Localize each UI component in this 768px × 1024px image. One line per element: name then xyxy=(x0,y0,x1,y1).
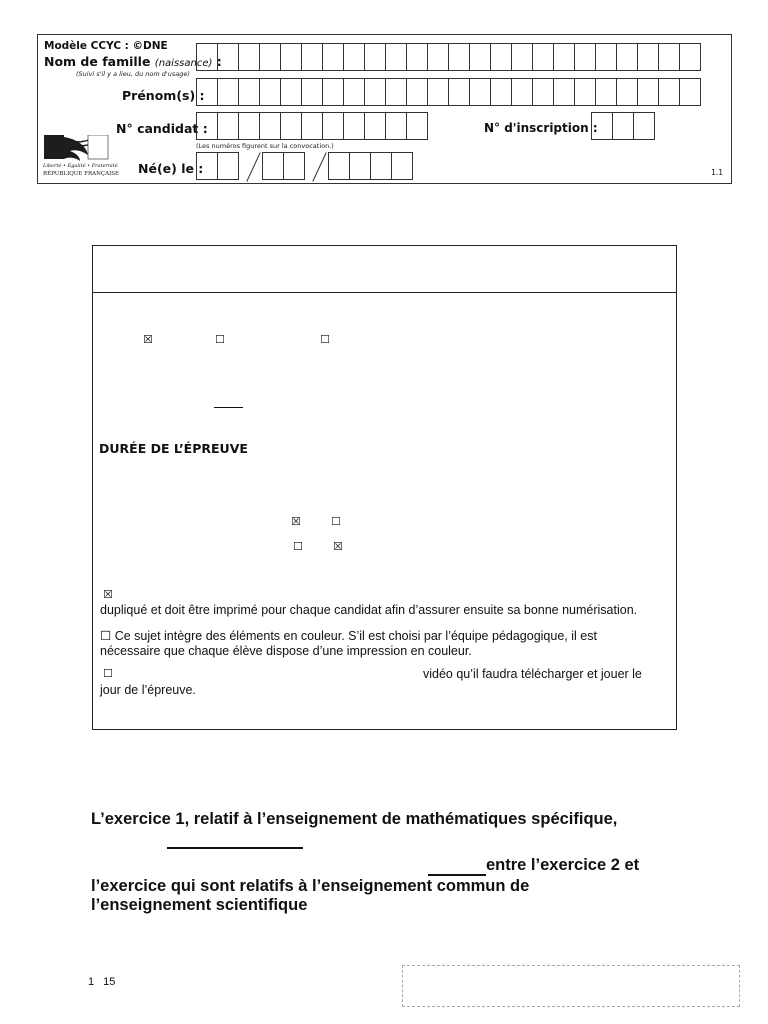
exam-title-area xyxy=(93,246,676,293)
input-box[interactable] xyxy=(385,78,407,106)
input-box[interactable] xyxy=(322,112,344,140)
input-box[interactable] xyxy=(637,43,659,71)
input-box[interactable] xyxy=(196,152,218,180)
page-current: 1 xyxy=(88,976,95,988)
birth-year-boxes[interactable] xyxy=(328,152,412,180)
candidat-note: (Les numéros figurent sur la convocation.) xyxy=(196,142,334,150)
checkbox-checked-icon[interactable]: ☒ xyxy=(333,540,343,553)
input-box[interactable] xyxy=(595,43,617,71)
logo-motto: Liberté • Égalité • Fraternité xyxy=(43,163,118,169)
inscription-boxes[interactable] xyxy=(591,112,654,140)
note-video-line2: jour de l’épreuve. xyxy=(100,683,196,697)
checkbox-empty-icon[interactable]: ☐ xyxy=(320,333,330,346)
input-box[interactable] xyxy=(217,78,239,106)
input-box[interactable] xyxy=(633,112,655,140)
input-box[interactable] xyxy=(532,78,554,106)
input-box[interactable] xyxy=(469,78,491,106)
blank-underline xyxy=(167,847,303,849)
checkbox-checked-icon[interactable]: ☒ xyxy=(103,588,113,601)
input-box[interactable] xyxy=(301,43,323,71)
input-box[interactable] xyxy=(469,43,491,71)
input-box[interactable] xyxy=(259,112,281,140)
nom-note: (Suivi s'il y a lieu, du nom d'usage) xyxy=(76,70,190,78)
input-box[interactable] xyxy=(196,43,218,71)
nom-boxes[interactable] xyxy=(196,43,700,71)
input-box[interactable] xyxy=(343,112,365,140)
input-box[interactable] xyxy=(406,112,428,140)
input-box[interactable] xyxy=(511,43,533,71)
input-box[interactable] xyxy=(616,78,638,106)
page-total: 15 xyxy=(103,976,116,988)
input-box[interactable] xyxy=(217,43,239,71)
checkbox-empty-icon[interactable]: ☐ xyxy=(103,667,113,680)
nom-label: Nom de famille (naissance) : xyxy=(44,54,222,69)
nom-italic: (naissance) xyxy=(154,58,213,69)
input-box[interactable] xyxy=(553,78,575,106)
input-box[interactable] xyxy=(322,78,344,106)
input-box[interactable] xyxy=(280,78,302,106)
input-box[interactable] xyxy=(658,43,680,71)
input-box[interactable] xyxy=(262,152,284,180)
date-separator xyxy=(246,152,260,181)
input-box[interactable] xyxy=(370,152,392,180)
input-box[interactable] xyxy=(595,78,617,106)
input-box[interactable] xyxy=(511,78,533,106)
checkbox-empty-icon[interactable]: ☐ xyxy=(100,629,112,643)
checkbox-empty-icon[interactable]: ☐ xyxy=(293,540,303,553)
input-box[interactable] xyxy=(612,112,634,140)
input-box[interactable] xyxy=(616,43,638,71)
input-box[interactable] xyxy=(280,43,302,71)
exercise-line-5: l’enseignement scientifique xyxy=(91,896,308,914)
logo-country: RÉPUBLIQUE FRANÇAISE xyxy=(43,171,120,177)
input-box[interactable] xyxy=(391,152,413,180)
input-box[interactable] xyxy=(196,112,218,140)
input-box[interactable] xyxy=(679,78,701,106)
inscription-label: N° d'inscription : xyxy=(484,121,598,135)
input-box[interactable] xyxy=(490,43,512,71)
form-version: 1.1 xyxy=(711,168,723,177)
note-duplication: dupliqué et doit être imprimé pour chaque candidat afin d’assurer ensuite sa bonne numérisation. xyxy=(100,603,638,617)
input-box[interactable] xyxy=(364,112,386,140)
duree-label: DURÉE DE L’ÉPREUVE xyxy=(99,441,248,456)
input-box[interactable] xyxy=(238,112,260,140)
candidat-label: N° candidat : xyxy=(116,121,208,136)
blank-underline xyxy=(428,874,486,876)
input-box[interactable] xyxy=(406,78,428,106)
input-box[interactable] xyxy=(259,43,281,71)
input-box[interactable] xyxy=(217,152,239,180)
page-number xyxy=(88,976,124,988)
checkbox-checked-icon[interactable]: ☒ xyxy=(291,515,301,528)
input-box[interactable] xyxy=(532,43,554,71)
prenom-boxes[interactable] xyxy=(196,78,700,106)
note-color: ☐ Ce sujet intègre des éléments en couleur. S’il est choisi par l’équipe pédagogique, il est xyxy=(100,629,597,643)
input-box[interactable] xyxy=(238,43,260,71)
input-box[interactable] xyxy=(658,78,680,106)
input-box[interactable] xyxy=(283,152,305,180)
input-box[interactable] xyxy=(364,43,386,71)
identification-form xyxy=(37,34,732,184)
input-box[interactable] xyxy=(322,43,344,71)
input-box[interactable] xyxy=(490,78,512,106)
input-box[interactable] xyxy=(217,112,239,140)
checkbox-empty-icon[interactable]: ☐ xyxy=(331,515,341,528)
checkbox-checked-icon[interactable]: ☒ xyxy=(143,333,153,346)
input-box[interactable] xyxy=(364,78,386,106)
date-separator xyxy=(312,152,326,181)
input-box[interactable] xyxy=(328,152,350,180)
note-color-line2: nécessaire que chaque élève dispose d’une impression en couleur. xyxy=(100,644,472,658)
blank-underline xyxy=(214,407,243,408)
candidat-boxes[interactable] xyxy=(196,112,427,140)
input-box[interactable] xyxy=(343,78,365,106)
input-box[interactable] xyxy=(301,78,323,106)
input-box[interactable] xyxy=(349,152,371,180)
birthdate-label: Né(e) le : xyxy=(138,161,204,176)
input-box[interactable] xyxy=(574,43,596,71)
footer-dashed-box xyxy=(402,965,740,1007)
input-box[interactable] xyxy=(574,78,596,106)
input-box[interactable] xyxy=(679,43,701,71)
input-box[interactable] xyxy=(280,112,302,140)
input-box[interactable] xyxy=(448,78,470,106)
input-box[interactable] xyxy=(301,112,323,140)
exercise-line-4: l’exercice qui sont relatifs à l’enseignement commun de xyxy=(91,877,530,895)
input-box[interactable] xyxy=(196,78,218,106)
exercise-line-3: entre l’exercice 2 et xyxy=(486,856,640,874)
input-box[interactable] xyxy=(637,78,659,106)
note-video: vidéo qu’il faudra télécharger et jouer le xyxy=(423,667,642,681)
birth-month-boxes[interactable] xyxy=(262,152,304,180)
input-box[interactable] xyxy=(385,43,407,71)
input-box[interactable] xyxy=(448,43,470,71)
exam-info-box xyxy=(92,245,677,730)
model-label: Modèle CCYC : ©DNE xyxy=(44,40,168,52)
input-box[interactable] xyxy=(238,78,260,106)
input-box[interactable] xyxy=(553,43,575,71)
input-box[interactable] xyxy=(343,43,365,71)
input-box[interactable] xyxy=(591,112,613,140)
input-box[interactable] xyxy=(406,43,428,71)
checkbox-empty-icon[interactable]: ☐ xyxy=(215,333,225,346)
prenom-label: Prénom(s) : xyxy=(122,88,205,103)
birth-day-boxes[interactable] xyxy=(196,152,238,180)
input-box[interactable] xyxy=(427,43,449,71)
input-box[interactable] xyxy=(259,78,281,106)
input-box[interactable] xyxy=(385,112,407,140)
input-box[interactable] xyxy=(427,78,449,106)
exercise-line-1: L’exercice 1, relatif à l’enseignement de mathématiques spécifique, xyxy=(91,810,618,828)
